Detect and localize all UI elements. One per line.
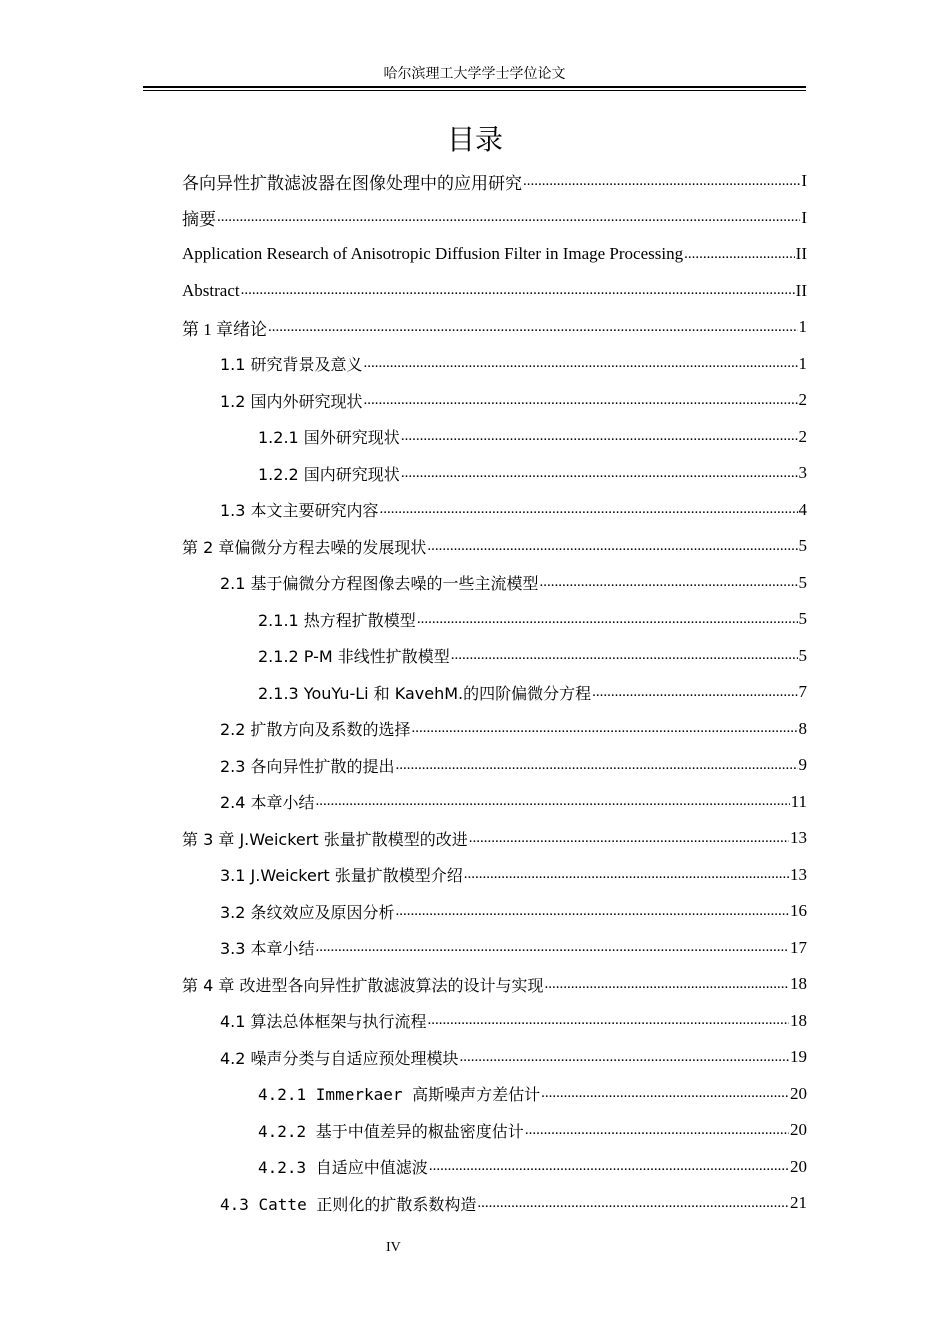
toc-dot-leader bbox=[592, 684, 797, 701]
toc-entry[interactable] bbox=[182, 346, 807, 383]
toc-entry-page: II bbox=[795, 244, 807, 264]
toc-entry-title: 1.2 国内外研究现状 bbox=[220, 391, 363, 411]
toc-entry-title: 第 3 章 J.Weickert 张量扩散模型的改进 bbox=[182, 829, 468, 849]
toc-dot-leader bbox=[364, 392, 798, 409]
toc-entry-title: 4.1 算法总体框架与执行流程 bbox=[220, 1012, 427, 1032]
toc-dot-leader bbox=[268, 319, 798, 336]
toc-entry-page: 18 bbox=[790, 1010, 807, 1030]
toc-dot-leader bbox=[401, 428, 798, 445]
toc-entry-page: 20 bbox=[790, 1083, 807, 1103]
toc-entry-title: 1.3 本文主要研究内容 bbox=[220, 501, 379, 521]
toc-dot-leader bbox=[544, 976, 789, 993]
toc-entry-title: 2.1.1 热方程扩散模型 bbox=[258, 610, 416, 630]
toc-entry-page: 19 bbox=[790, 1047, 807, 1067]
toc-entry[interactable] bbox=[182, 1003, 807, 1040]
toc-entry-page: 1 bbox=[798, 353, 807, 373]
toc-entry-title: 1.1 研究背景及意义 bbox=[220, 355, 363, 375]
toc-entry-page: 5 bbox=[798, 572, 807, 592]
toc-dot-leader bbox=[684, 246, 795, 263]
toc-entry-page: 2 bbox=[798, 426, 807, 446]
toc-entry-page: 20 bbox=[790, 1156, 807, 1176]
toc-entry[interactable] bbox=[182, 273, 807, 310]
toc-entry-page: 3 bbox=[798, 463, 807, 483]
toc-entry-page: 5 bbox=[798, 609, 807, 629]
toc-dot-leader bbox=[469, 830, 789, 847]
toc-entry-page: 9 bbox=[798, 755, 807, 775]
toc-entry-page: 13 bbox=[790, 864, 807, 884]
toc-entry-page: 8 bbox=[798, 718, 807, 738]
toc-entry-title: 第 2 章偏微分方程去噪的发展现状 bbox=[182, 537, 427, 557]
toc-entry[interactable] bbox=[182, 711, 807, 748]
toc-entry[interactable] bbox=[182, 163, 807, 200]
toc-entry-title: 第 1 章绪论 bbox=[182, 319, 267, 339]
toc-entry-page: 2 bbox=[798, 390, 807, 410]
toc-entry-page: 21 bbox=[790, 1193, 807, 1213]
toc-entry-title: 2.2 扩散方向及系数的选择 bbox=[220, 720, 411, 740]
toc-entry-page: II bbox=[795, 280, 807, 300]
toc-dot-leader bbox=[540, 574, 798, 591]
running-header: 哈尔滨理工大学学士学位论文 bbox=[383, 67, 566, 82]
toc-entry[interactable] bbox=[182, 565, 807, 602]
toc-entry[interactable] bbox=[182, 200, 807, 237]
toc-dot-leader bbox=[451, 647, 798, 664]
toc-entry-title: 4.3 Catte 正则化的扩散系数构造 bbox=[220, 1194, 477, 1214]
toc-entry-page: 18 bbox=[790, 974, 807, 994]
toc-entry-title: 4.2 噪声分类与自适应预处理模块 bbox=[220, 1048, 459, 1068]
toc-dot-leader bbox=[427, 538, 797, 555]
toc-entry-title: 3.3 本章小结 bbox=[220, 939, 315, 959]
toc-entry[interactable] bbox=[182, 601, 807, 638]
toc-title: 目录 bbox=[446, 123, 503, 156]
toc-entry-title: 2.1 基于偏微分方程图像去噪的一些主流模型 bbox=[220, 574, 539, 594]
toc-entry-page: 20 bbox=[790, 1120, 807, 1140]
toc-entry[interactable] bbox=[182, 1112, 807, 1149]
toc-dot-leader bbox=[428, 1012, 789, 1029]
toc-dot-leader bbox=[460, 1049, 789, 1066]
toc-dot-leader bbox=[217, 209, 800, 226]
toc-entry-title: 4.2.1 Immerkaer 高斯噪声方差估计 bbox=[258, 1085, 541, 1105]
toc-dot-leader bbox=[523, 173, 800, 190]
toc-entry-title: 1.2.2 国内研究现状 bbox=[258, 464, 400, 484]
toc-entry-page: 5 bbox=[798, 536, 807, 556]
toc-entry[interactable] bbox=[182, 309, 807, 346]
toc-entry[interactable] bbox=[182, 455, 807, 492]
table-of-contents bbox=[182, 163, 807, 1222]
toc-entry[interactable] bbox=[182, 820, 807, 857]
toc-dot-leader bbox=[525, 1122, 789, 1139]
toc-entry-page: 7 bbox=[798, 682, 807, 702]
toc-entry[interactable] bbox=[182, 966, 807, 1003]
toc-entry-title: Application Research of Anisotropic Diffusion Filter in Image Processing bbox=[182, 244, 684, 264]
toc-entry-title: 各向异性扩散滤波器在图像处理中的应用研究 bbox=[182, 173, 522, 193]
toc-dot-leader bbox=[241, 282, 795, 299]
toc-entry-page: 13 bbox=[790, 828, 807, 848]
toc-entry[interactable] bbox=[182, 528, 807, 565]
toc-dot-leader bbox=[401, 465, 798, 482]
toc-entry-page: I bbox=[801, 171, 807, 191]
toc-entry-page: I bbox=[801, 207, 807, 227]
toc-entry[interactable] bbox=[182, 1076, 807, 1113]
toc-entry[interactable] bbox=[182, 930, 807, 967]
toc-entry-title: 第 4 章 改进型各向异性扩散滤波算法的设计与实现 bbox=[182, 975, 544, 995]
toc-entry[interactable] bbox=[182, 382, 807, 419]
toc-entry-page: 17 bbox=[790, 937, 807, 957]
toc-dot-leader bbox=[412, 720, 798, 737]
toc-dot-leader bbox=[380, 501, 798, 518]
header-rule-thin bbox=[143, 90, 806, 91]
toc-dot-leader bbox=[396, 903, 789, 920]
page-number: IV bbox=[386, 1240, 401, 1255]
toc-dot-leader bbox=[464, 866, 789, 883]
toc-dot-leader bbox=[477, 1195, 789, 1212]
toc-entry[interactable] bbox=[182, 1039, 807, 1076]
toc-entry-title: 1.2.1 国外研究现状 bbox=[258, 428, 400, 448]
toc-dot-leader bbox=[364, 355, 798, 372]
toc-dot-leader bbox=[429, 1158, 789, 1175]
toc-entry-title: 2.1.3 YouYu-Li 和 KavehM.的四阶偏微分方程 bbox=[258, 683, 592, 703]
toc-entry-page: 11 bbox=[790, 791, 807, 811]
toc-entry[interactable] bbox=[182, 1149, 807, 1186]
header-rule-thick bbox=[143, 86, 806, 88]
toc-entry-title: 2.3 各向异性扩散的提出 bbox=[220, 756, 395, 776]
toc-entry-page: 5 bbox=[798, 645, 807, 665]
toc-entry-title: 3.2 条纹效应及原因分析 bbox=[220, 902, 395, 922]
toc-entry-page: 1 bbox=[798, 317, 807, 337]
toc-entry[interactable] bbox=[182, 674, 807, 711]
toc-dot-leader bbox=[316, 939, 789, 956]
toc-dot-leader bbox=[541, 1085, 789, 1102]
toc-entry[interactable] bbox=[182, 857, 807, 894]
toc-dot-leader bbox=[396, 757, 798, 774]
toc-entry-page: 4 bbox=[798, 499, 807, 519]
toc-entry-title: 摘要 bbox=[182, 210, 216, 230]
toc-entry[interactable] bbox=[182, 236, 807, 273]
toc-dot-leader bbox=[417, 611, 798, 628]
toc-entry-title: 2.4 本章小结 bbox=[220, 793, 315, 813]
toc-entry-title: 4.2.3 自适应中值滤波 bbox=[258, 1158, 428, 1178]
toc-dot-leader bbox=[316, 793, 790, 810]
toc-entry[interactable] bbox=[182, 784, 807, 821]
toc-entry-page: 16 bbox=[790, 901, 807, 921]
toc-entry-title: 3.1 J.Weickert 张量扩散模型介绍 bbox=[220, 866, 463, 886]
toc-entry-title: 2.1.2 P-M 非线性扩散模型 bbox=[258, 647, 450, 667]
toc-entry[interactable] bbox=[182, 419, 807, 456]
toc-entry[interactable] bbox=[182, 638, 807, 675]
toc-entry[interactable] bbox=[182, 893, 807, 930]
toc-entry-title: Abstract bbox=[182, 280, 240, 300]
toc-entry[interactable] bbox=[182, 747, 807, 784]
toc-entry[interactable] bbox=[182, 1185, 807, 1222]
toc-entry-title: 4.2.2 基于中值差异的椒盐密度估计 bbox=[258, 1121, 524, 1141]
toc-entry[interactable] bbox=[182, 492, 807, 529]
